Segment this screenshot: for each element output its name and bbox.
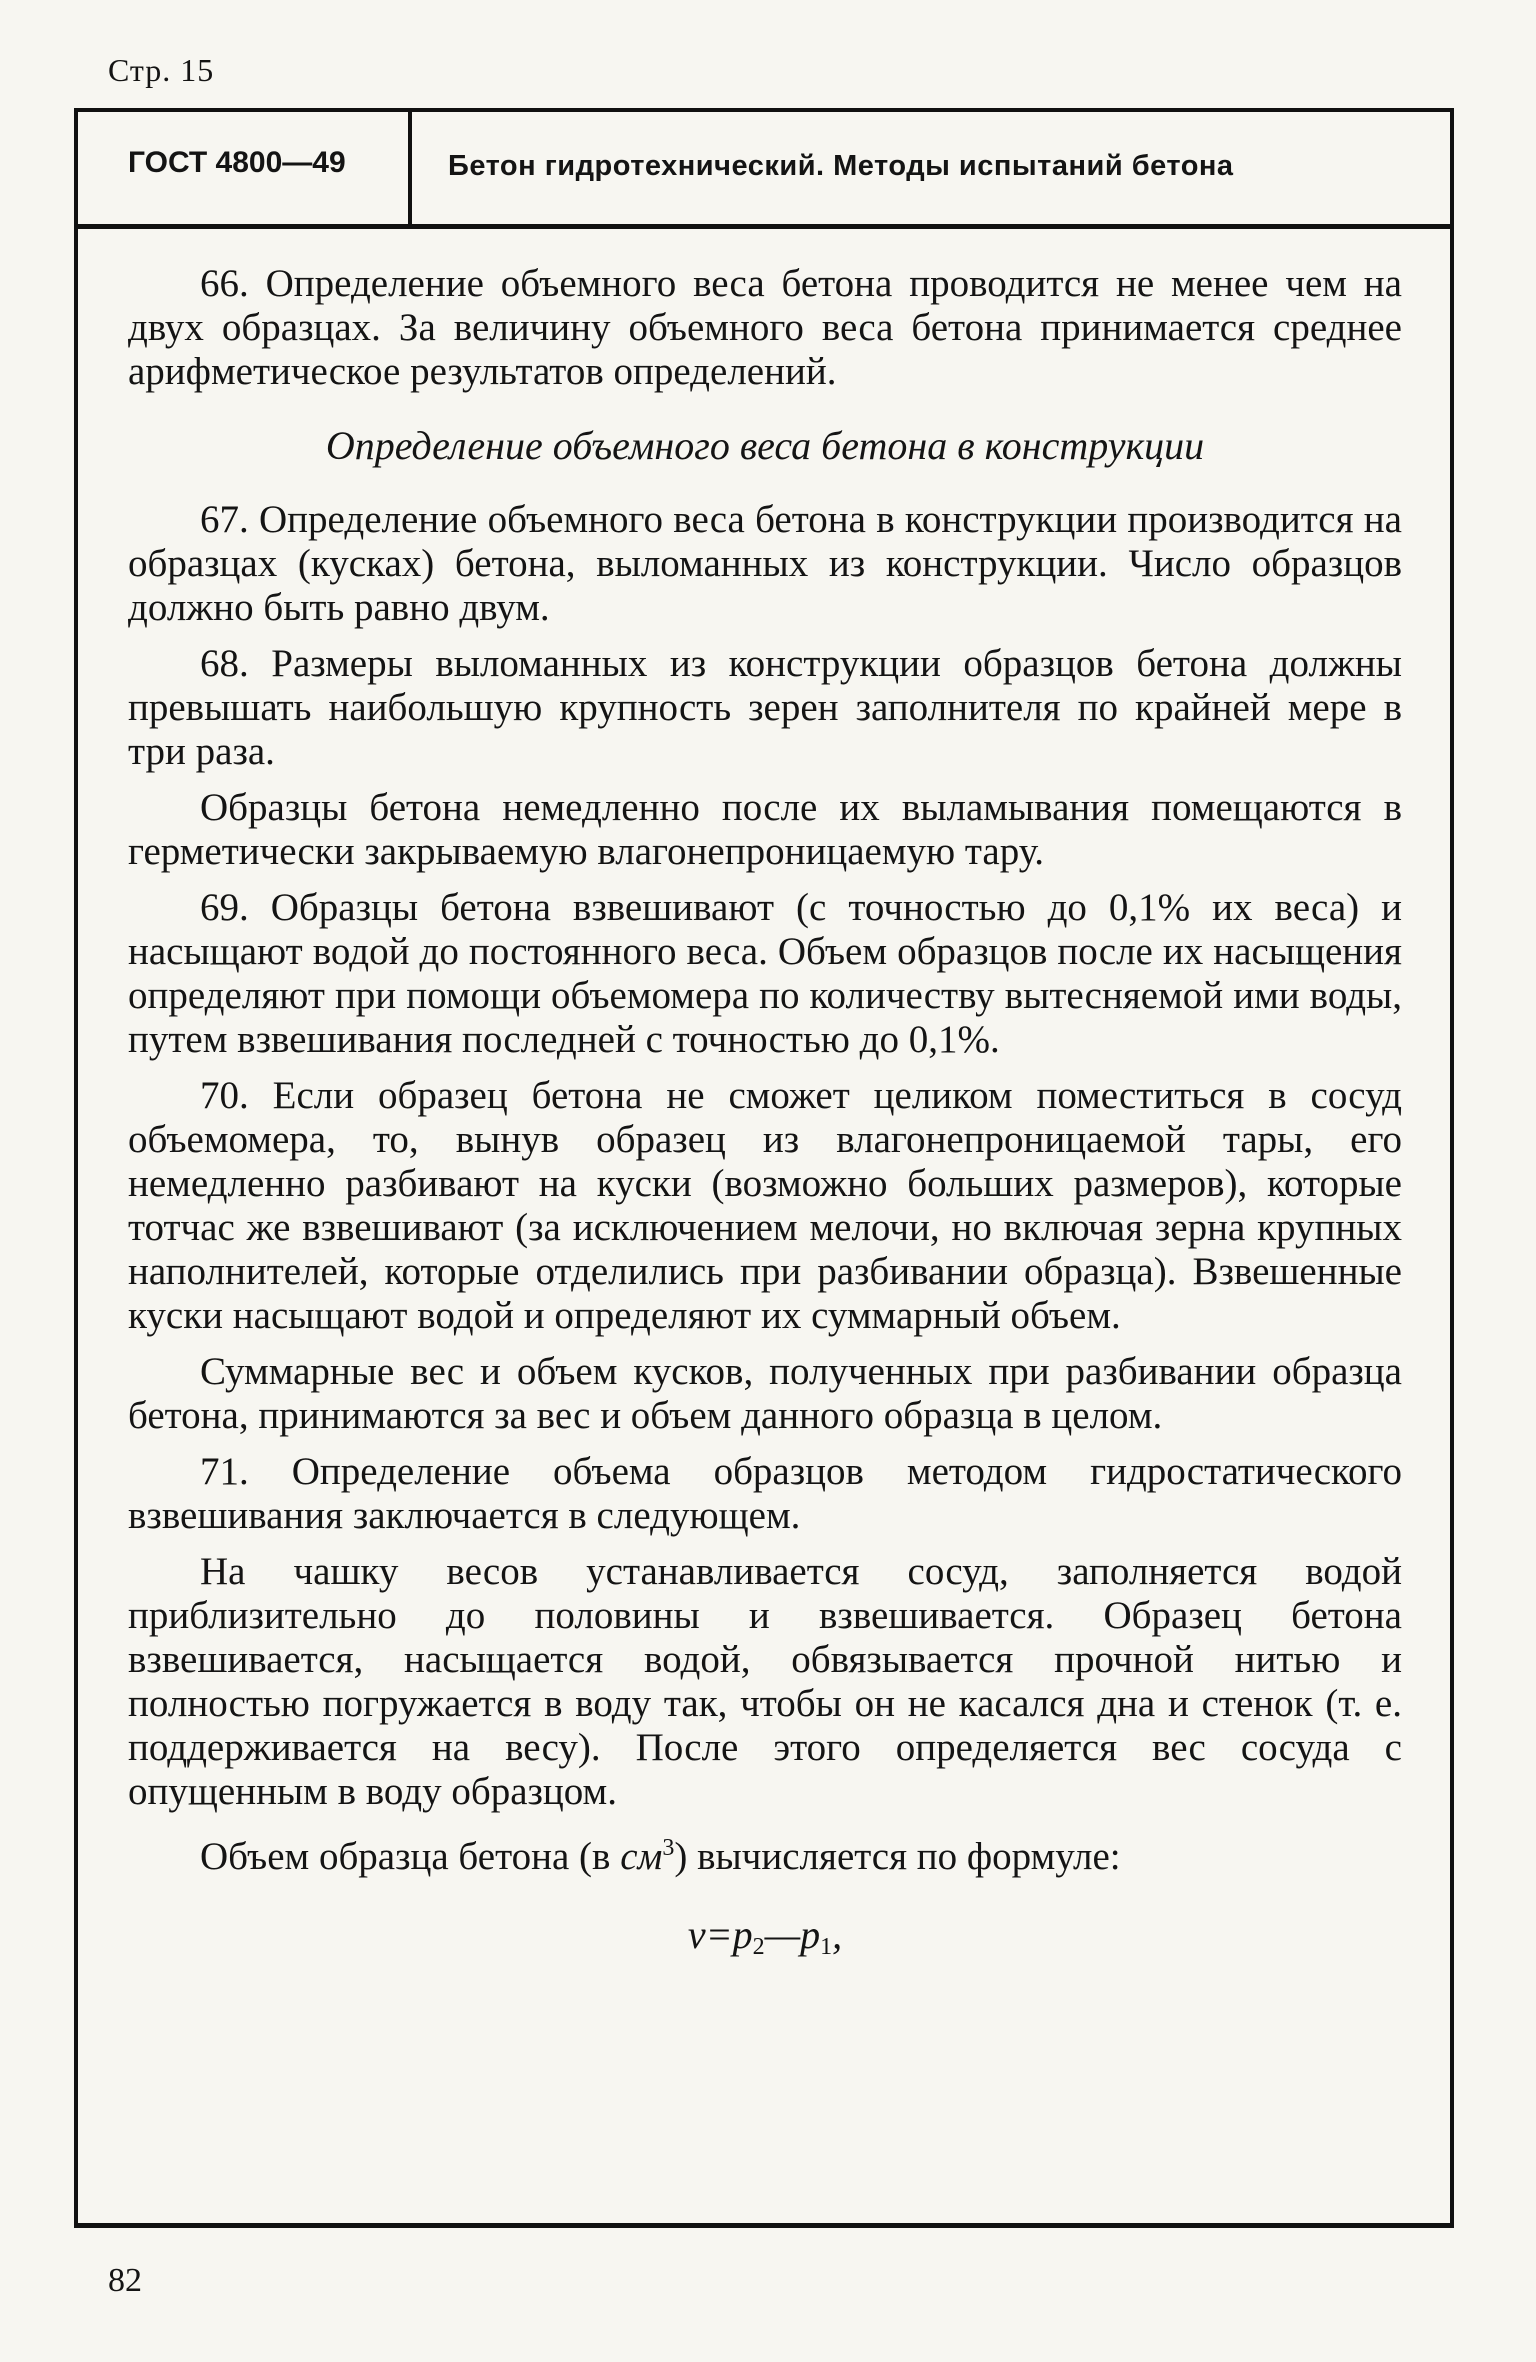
paragraph-70-cont: Суммарные вес и объем кусков, полученных при разбивании образца бетона, принимаются за вес и объем данного образца в целом. [128, 1350, 1402, 1437]
document-frame [74, 108, 1454, 2228]
paragraph-68: 68. Размеры выломанных из конструкции образцов бетона должны превышать наибольшую крупность зерен заполнителя по крайней мере в три раза. [128, 642, 1402, 773]
paragraph-71: 71. Определение объема образцов методом гидростатического взвешивания заключается в следующем. [128, 1450, 1402, 1537]
formula-p1: p [800, 1912, 821, 1957]
paragraph-67: 67. Определение объемного веса бетона в конструкции производится на образцах (кусках) бетона, выломанных из конструкции. Число образцов должно быть равно двум. [128, 498, 1402, 629]
formula-minus: — [764, 1912, 801, 1957]
page-number: 82 [108, 2262, 142, 2299]
formula-intro-before: Объем образца бетона (в [200, 1835, 621, 1878]
header-divider [408, 112, 412, 224]
formula-eq: = [705, 1912, 733, 1957]
formula-tail: , [832, 1912, 843, 1957]
paragraph-70: 70. Если образец бетона не сможет целиком поместиться в сосуд объемомера, то, вынув образец из влагонепроницаемой тары, его немедленно разбивают на куски (возможно больших размеров), которые тотчас же взвешивают (за исключением мелочи, но включая зерна крупных наполнителей, которые отделились при разбивании образца). Взвешенные куски насыщают водой и определяют их суммарный объем. [128, 1074, 1402, 1337]
document-header [78, 112, 1450, 229]
formula-intro [128, 1826, 1402, 1879]
paragraph-66: 66. Определение объемного веса бетона проводится не менее чем на двух образцах. За величину объемного веса бетона принимается среднее арифметическое результатов определений. [128, 262, 1402, 393]
document-title: Бетон гидротехнический. Методы испытаний бетона [448, 150, 1234, 182]
paragraph-71-cont: На чашку весов устанавливается сосуд, заполняется водой приблизительно до половины и взвешивается. Образец бетона взвешивается, насыщается водой, обвязывается прочной нитью и полностью погружается в воду так, чтобы он не касался дна и стенок (т. е. поддерживается на весу). После этого определяется вес сосуда с опущенным в воду образцом. [128, 1550, 1402, 1813]
formula-lhs: v [687, 1912, 706, 1957]
page-label: Стр. 15 [108, 52, 215, 88]
section-title: Определение объемного веса бетона в конструкции [325, 423, 1205, 468]
volume-unit-power: 3 [662, 1835, 675, 1861]
paragraph-68-cont: Образцы бетона немедленно после их выламывания помещаются в герметически закрываемую влагонепроницаемую тару. [128, 786, 1402, 873]
volume-formula [128, 1913, 1402, 1969]
volume-unit: см [620, 1835, 663, 1878]
formula-sub-2: 2 [752, 1934, 765, 1960]
formula-intro-after: ) вычисляется по формуле: [674, 1835, 1121, 1878]
formula-sub-1: 1 [820, 1934, 833, 1960]
formula-p2: p [732, 1912, 753, 1957]
document-body [128, 262, 1402, 1969]
paragraph-69: 69. Образцы бетона взвешивают (с точностью до 0,1% их веса) и насыщают водой до постоянного веса. Объем образцов после их насыщения определяют при помощи объемомера по количеству вытесняемой ими воды, путем взвешивания последней с точностью до 0,1%. [128, 886, 1402, 1061]
standard-code: ГОСТ 4800—49 [128, 146, 346, 179]
